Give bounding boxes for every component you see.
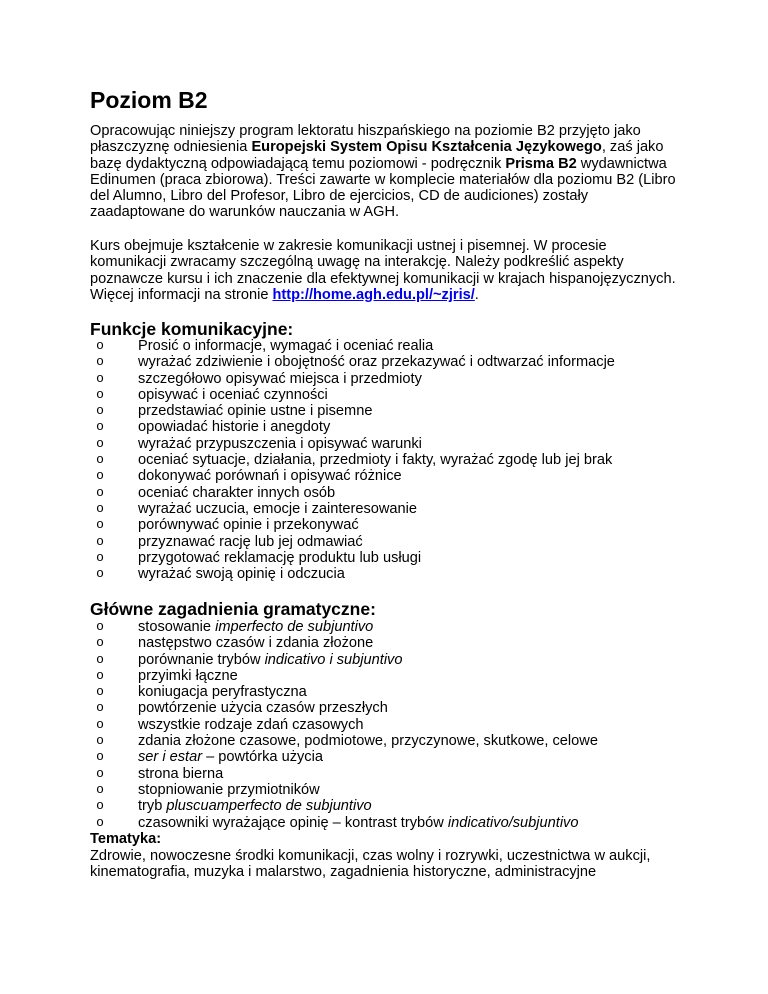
list-item-italic-text: ser i estar [138, 749, 203, 766]
intro-paragraph-1 [90, 123, 680, 221]
circle-bullet-icon: o [96, 533, 104, 549]
list-item-text: Prosić o informacje, wymagać i oceniać realia [138, 338, 434, 354]
intro-p1-text-c: wydawnictwa Edinumen (praca zbiorowa). Treści zawarte w komplecie materiałów dla poziomu B2 (Libro del Alumno, Libro del Profesor, Libro de ejercicios, CD de audiciones) zostały zaadaptowane do warunków nauczania w AGH. [90, 155, 676, 221]
list-item-text: wyrażać uczucia, emocje i zainteresowanie [138, 500, 418, 517]
list-item-text: oceniać sytuacje, działania, przedmioty i fakty, wyrażać zgodę lub jej brak [138, 452, 613, 469]
topics-heading: Tematyka: [90, 831, 162, 847]
grammar-list [90, 619, 598, 831]
circle-bullet-icon: o [96, 651, 104, 667]
circle-bullet-icon: o [96, 419, 104, 435]
circle-bullet-icon: o [96, 517, 104, 533]
list-item-italic-text: pluscuamperfecto de subjuntivo [166, 798, 372, 815]
info-link[interactable]: http://home.agh.edu.pl/~zjris/ [272, 286, 475, 303]
list-item [90, 635, 598, 651]
circle-bullet-icon: o [96, 716, 104, 732]
list-item-text: stopniowanie przymiotników [138, 781, 320, 798]
list-item [90, 485, 615, 501]
circle-bullet-icon: o [96, 484, 104, 500]
list-item-text: przedstawiać opinie ustne i pisemne [138, 403, 373, 420]
list-item [90, 354, 615, 370]
list-item-italic-text: imperfecto de subjuntivo [215, 619, 374, 635]
list-item-text: przygotować reklamację produktu lub usługi [138, 549, 422, 566]
list-item-text: przyimki łączne [138, 667, 238, 684]
list-item [90, 782, 598, 798]
list-item [90, 566, 615, 582]
circle-bullet-icon: o [96, 549, 104, 565]
circle-bullet-icon: o [96, 370, 104, 386]
list-item [90, 684, 598, 700]
list-item-text: strona bierna [138, 765, 224, 782]
intro-p2-text-a: Kurs obejmuje kształcenie w zakresie komunikacji ustnej i pisemnej. W procesie komunikacji zwracamy szczególną uwagę na interakcję. Należy podkreślić aspekty poznawcze kursu i ich znaczenie dla efektywnej komunikacji w krajach hispanojęzycznych. Więcej informacji na stronie [90, 238, 676, 303]
functions-list [90, 338, 615, 582]
topics-paragraph: Zdrowie, nowoczesne środki komunikacji, czas wolny i rozrywki, uczestnictwa w aukcji, kinematografia, muzyka i malarstwo, zagadnienia historyczne, administracyjne [90, 848, 651, 881]
list-item-italic-text: indicativo/subjuntivo [447, 814, 579, 831]
list-item-text: opowiadać historie i anegdoty [138, 419, 331, 436]
intro-paragraph-2 [90, 238, 680, 303]
circle-bullet-icon: o [96, 452, 104, 468]
circle-bullet-icon: o [96, 684, 104, 700]
list-item-text: stosowanie [138, 619, 216, 635]
list-item-text: oceniać charakter innych osób [138, 484, 336, 501]
list-item-text: porównanie trybów [138, 651, 265, 668]
list-item [90, 798, 598, 814]
intro-p1-text-a: Opracowując niniejszy program lektoratu hiszpańskiego na poziomie B2 przyjęto jako płaszczyznę odniesienia [90, 123, 641, 156]
list-item-text: powtórzenie użycia czasów przeszłych [138, 700, 388, 717]
intro-p1-bold-framework: Europejski System Opisu Kształcenia Językowego [251, 139, 602, 156]
page-title: Poziom B2 [90, 87, 208, 113]
circle-bullet-icon: o [96, 635, 104, 651]
intro-p1-bold-textbook: Prisma B2 [505, 155, 577, 172]
circle-bullet-icon: o [96, 468, 104, 484]
circle-bullet-icon: o [96, 566, 104, 582]
list-item-text: dokonywać porównań i opisywać różnice [138, 468, 402, 485]
functions-heading: Funkcje komunikacyjne: [90, 319, 294, 339]
circle-bullet-icon: o [96, 386, 104, 402]
circle-bullet-icon: o [96, 435, 104, 451]
circle-bullet-icon: o [96, 733, 104, 749]
circle-bullet-icon: o [96, 749, 104, 765]
intro-p1-text-b: , zaś jako bazę dydaktyczną odpowiadającą temu poziomowi - podręcznik [90, 139, 664, 172]
circle-bullet-icon: o [96, 338, 104, 353]
list-item [90, 403, 615, 419]
list-item-text: tryb [138, 798, 167, 815]
list-item-text: wyrażać swoją opinię i odczucia [138, 566, 345, 583]
list-item [90, 452, 615, 468]
intro-p2-text-b: . [474, 286, 479, 303]
list-item [90, 733, 598, 749]
circle-bullet-icon: o [96, 814, 104, 830]
list-item-text: wszystkie rodzaje zdań czasowych [138, 716, 364, 733]
list-item [90, 468, 615, 484]
circle-bullet-icon: o [96, 765, 104, 781]
list-item-text: czasowniki wyrażające opinię – kontrast trybów [138, 814, 448, 831]
list-item [90, 668, 598, 684]
circle-bullet-icon: o [96, 619, 104, 634]
list-item [90, 550, 615, 566]
list-item-italic-text: indicativo i subjuntivo [264, 651, 403, 668]
list-item [90, 517, 615, 533]
list-item [90, 419, 615, 435]
list-item [90, 387, 615, 403]
list-item-text: wyrażać przypuszczenia i opisywać warunki [138, 435, 422, 452]
list-item-text: przyznawać rację lub jej odmawiać [138, 533, 363, 550]
circle-bullet-icon: o [96, 354, 104, 370]
list-item [90, 749, 598, 765]
list-item-text: porównywać opinie i przekonywać [138, 517, 359, 534]
list-item [90, 338, 615, 354]
grammar-heading: Główne zagadnienia gramatyczne: [90, 599, 376, 619]
list-item-text: wyrażać zdziwienie i obojętność oraz przekazywać i odtwarzać informacje [138, 354, 615, 371]
list-item-text: szczegółowo opisywać miejsca i przedmioty [138, 370, 422, 387]
list-item-text: następstwo czasów i zdania złożone [138, 635, 374, 652]
list-item [90, 619, 598, 635]
circle-bullet-icon: o [96, 667, 104, 683]
circle-bullet-icon: o [96, 700, 104, 716]
list-item-text: – powtórka użycia [202, 749, 323, 766]
list-item-text: koniugacja peryfrastyczna [138, 684, 307, 701]
list-item [90, 766, 598, 782]
list-item [90, 815, 598, 831]
circle-bullet-icon: o [96, 781, 104, 797]
list-item [90, 652, 598, 668]
list-item [90, 717, 598, 733]
circle-bullet-icon: o [96, 500, 104, 516]
list-item [90, 371, 615, 387]
circle-bullet-icon: o [96, 403, 104, 419]
list-item-text: opisywać i oceniać czynności [138, 386, 328, 403]
list-item [90, 700, 598, 716]
list-item [90, 436, 615, 452]
list-item [90, 534, 615, 550]
list-item-text: zdania złożone czasowe, podmiotowe, przyczynowe, skutkowe, celowe [138, 733, 598, 750]
list-item [90, 501, 615, 517]
circle-bullet-icon: o [96, 798, 104, 814]
